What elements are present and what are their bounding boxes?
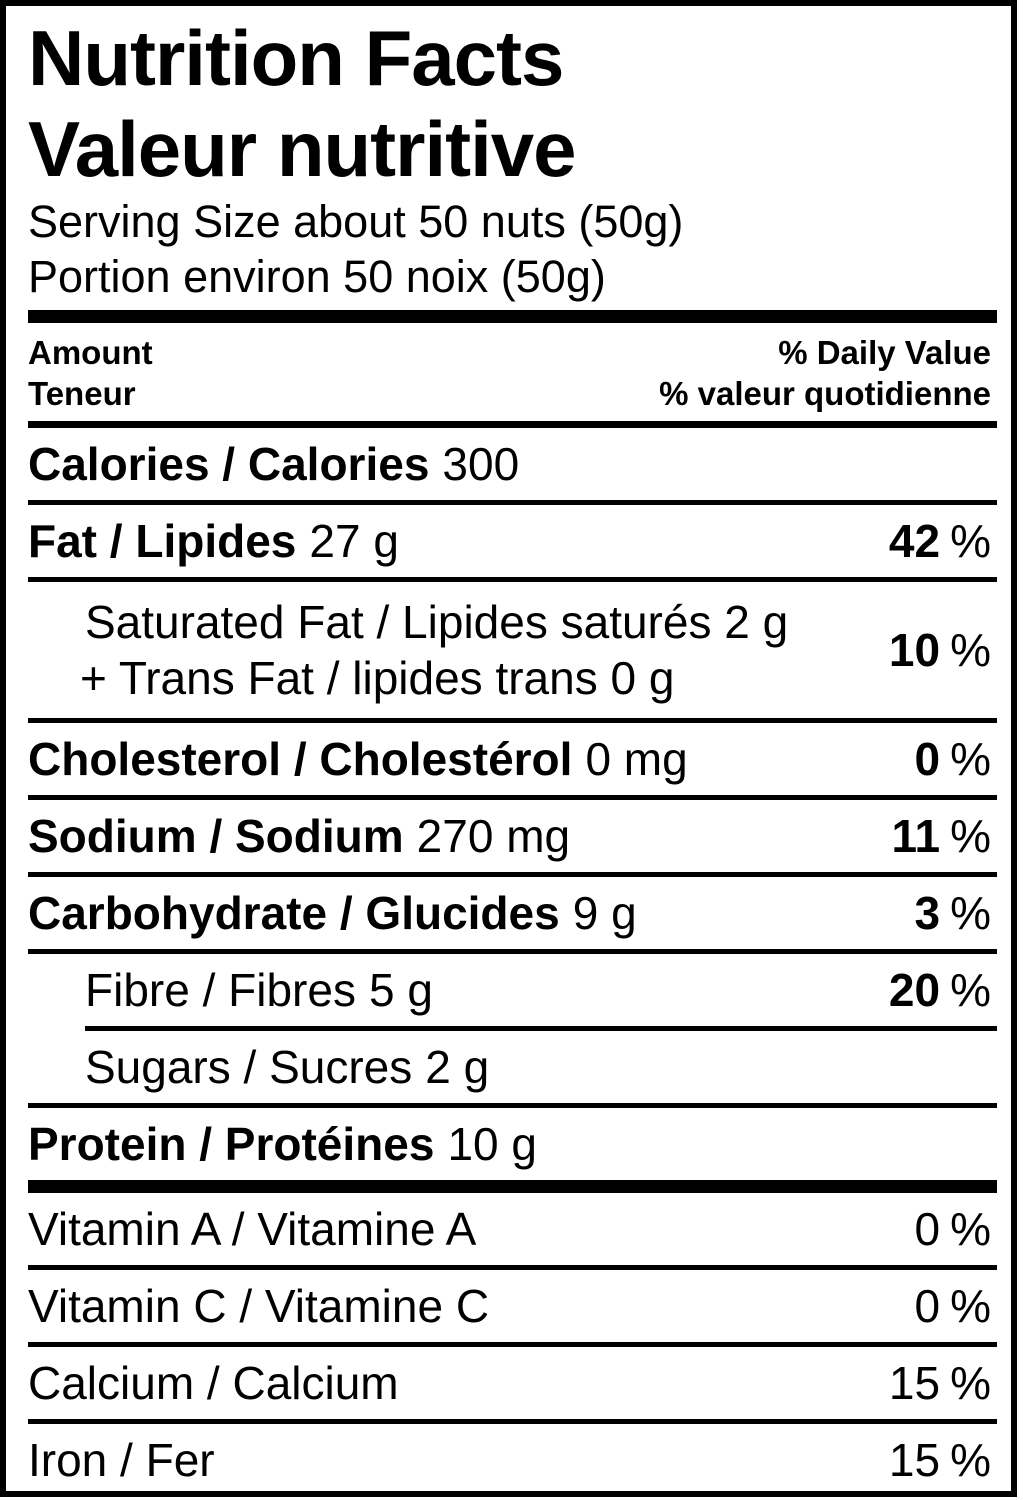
carbohydrate-value: 9 g bbox=[572, 887, 637, 939]
vitamin-a-label: Vitamin A / Vitamine A bbox=[28, 1203, 477, 1255]
daily-value-header-english: % Daily Value bbox=[778, 334, 991, 371]
amount-header-french: Teneur bbox=[28, 375, 136, 412]
row-fat bbox=[6, 505, 1011, 577]
cholesterol-value: 0 mg bbox=[585, 733, 688, 785]
carbohydrate-label: Carbohydrate / Glucides 9 g bbox=[28, 887, 637, 939]
amount-header-english: Amount bbox=[28, 334, 153, 371]
row-saturated-fat bbox=[6, 582, 1011, 718]
daily-value-header bbox=[659, 332, 991, 414]
percent-sign: % bbox=[950, 1203, 991, 1255]
header-rule bbox=[28, 421, 997, 428]
saturated-fat-line: Saturated Fat / Lipides saturés 2 g bbox=[85, 596, 789, 648]
fat-value: 27 g bbox=[309, 515, 399, 567]
calcium-daily-value: 15 % bbox=[888, 1357, 991, 1409]
thick-divider-bottom bbox=[28, 1180, 997, 1193]
percent-sign: % bbox=[950, 887, 991, 939]
row-sugars bbox=[6, 1031, 1011, 1103]
percent-sign: % bbox=[950, 733, 991, 785]
row-calories bbox=[6, 428, 1011, 500]
sodium-daily-value: 11 % bbox=[891, 810, 991, 862]
percent-sign: % bbox=[950, 624, 991, 676]
vitamin-c-label: Vitamin C / Vitamine C bbox=[28, 1280, 490, 1332]
sodium-value: 270 mg bbox=[416, 810, 571, 862]
calcium-label: Calcium / Calcium bbox=[28, 1357, 399, 1409]
title-french: Valeur nutritive bbox=[28, 105, 576, 193]
percent-sign: % bbox=[950, 1434, 991, 1486]
saturated-fat-daily-value: 10 % bbox=[888, 624, 991, 676]
iron-daily-value: 15 % bbox=[888, 1434, 991, 1486]
percent-sign: % bbox=[950, 1357, 991, 1409]
fibre-label: Fibre / Fibres 5 g bbox=[85, 964, 433, 1016]
iron-label: Iron / Fer bbox=[28, 1434, 215, 1486]
row-cholesterol bbox=[6, 723, 1011, 795]
row-carbohydrate bbox=[6, 877, 1011, 949]
daily-value-header-french: % valeur quotidienne bbox=[659, 375, 991, 412]
sodium-label: Sodium / Sodium 270 mg bbox=[28, 810, 571, 862]
trans-fat-line: + Trans Fat / lipides trans 0 g bbox=[80, 652, 675, 704]
sugars-label: Sugars / Sucres 2 g bbox=[85, 1041, 490, 1093]
percent-sign: % bbox=[950, 810, 991, 862]
fibre-daily-value: 20 % bbox=[888, 964, 991, 1016]
column-header-row bbox=[6, 323, 1011, 421]
percent-sign: % bbox=[950, 964, 991, 1016]
row-sodium bbox=[6, 800, 1011, 872]
cholesterol-label: Cholesterol / Cholestérol 0 mg bbox=[28, 733, 688, 785]
protein-label: Protein / Protéines 10 g bbox=[28, 1118, 537, 1170]
carbohydrate-daily-value: 3 % bbox=[914, 887, 991, 939]
fat-label: Fat / Lipides 27 g bbox=[28, 515, 399, 567]
calories-value: 300 bbox=[442, 438, 520, 490]
saturated-fat-label bbox=[80, 594, 789, 706]
calories-label: Calories / Calories 300 bbox=[28, 438, 520, 490]
row-fibre bbox=[6, 954, 1011, 1026]
fat-daily-value: 42 % bbox=[888, 515, 991, 567]
percent-sign: % bbox=[950, 515, 991, 567]
vitamin-c-daily-value: 0 % bbox=[914, 1280, 991, 1332]
vitamin-a-daily-value: 0 % bbox=[914, 1203, 991, 1255]
row-calcium bbox=[6, 1347, 1011, 1419]
amount-header bbox=[28, 332, 153, 414]
fibre-value: 5 g bbox=[368, 964, 433, 1016]
thick-divider-top bbox=[28, 310, 997, 323]
row-protein bbox=[6, 1108, 1011, 1180]
title-english: Nutrition Facts bbox=[28, 14, 564, 102]
cholesterol-daily-value: 0 % bbox=[914, 733, 991, 785]
serving-size-french: Portion environ 50 noix (50g) bbox=[28, 251, 606, 302]
percent-sign: % bbox=[950, 1280, 991, 1332]
sugars-value: 2 g bbox=[425, 1041, 490, 1093]
row-iron bbox=[6, 1424, 1011, 1496]
serving-size-english: Serving Size about 50 nuts (50g) bbox=[28, 196, 684, 247]
protein-value: 10 g bbox=[447, 1118, 537, 1170]
row-vitamin-c bbox=[6, 1270, 1011, 1342]
row-vitamin-a bbox=[6, 1193, 1011, 1265]
